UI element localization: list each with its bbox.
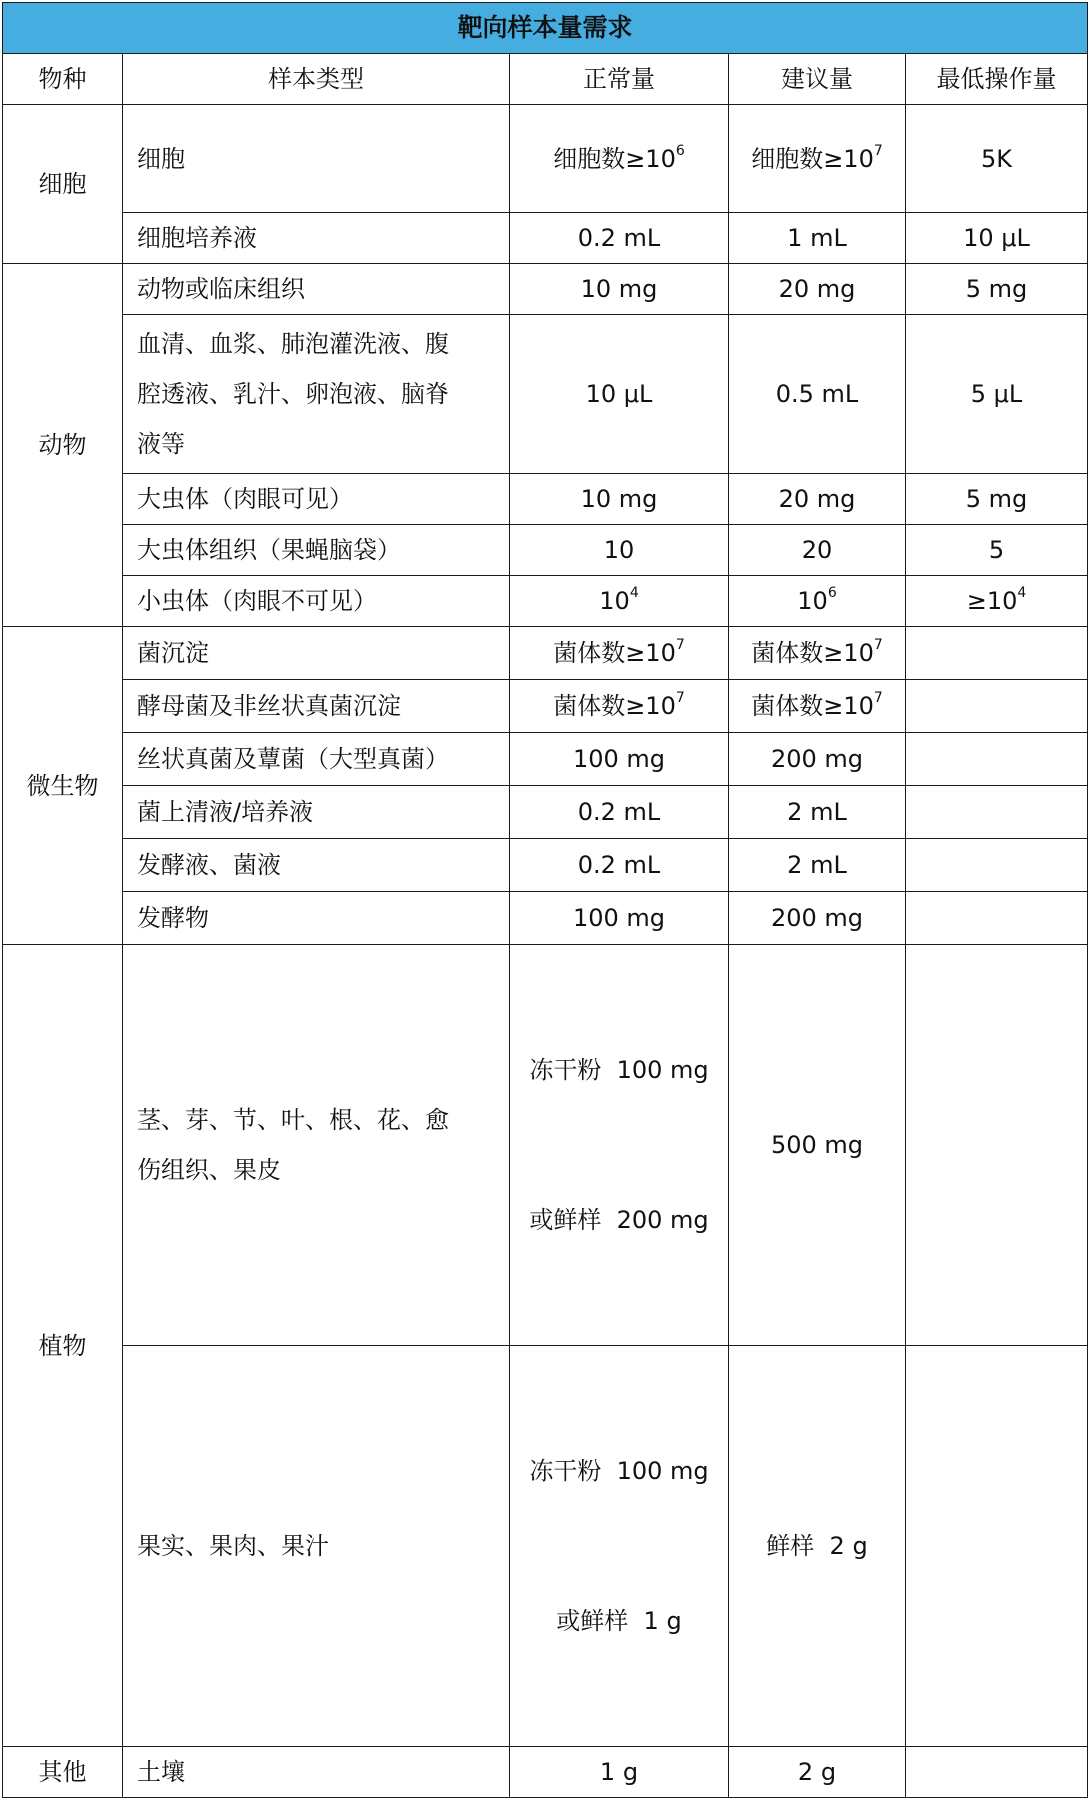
minimum-cell: 5 mg — [906, 264, 1088, 315]
normal-line: 冻干粉 100 mg — [529, 1457, 709, 1485]
normal-line: 冻干粉 100 mg — [529, 1056, 709, 1084]
normal-cell — [510, 680, 729, 733]
header-minimum: 最低操作量 — [906, 54, 1088, 105]
normal-cell — [510, 945, 729, 1346]
normal-cell — [510, 105, 729, 213]
sample-type-line: 腔透液、乳汁、卵泡液、脑脊 — [137, 380, 449, 408]
minimum-cell — [906, 680, 1088, 733]
table-title: 靶向样本量需求 — [3, 3, 1088, 54]
recommended-cell: 200 mg — [729, 733, 906, 786]
sample-type-line: 茎、芽、节、叶、根、花、愈 — [137, 1106, 449, 1134]
recommended-cell — [729, 627, 906, 680]
recommended-cell — [729, 105, 906, 213]
header-sample-type: 样本类型 — [123, 54, 510, 105]
header-row — [3, 54, 1088, 105]
normal-cell: 100 mg — [510, 733, 729, 786]
recommended-cell: 20 mg — [729, 474, 906, 525]
sample-type-cell: 丝状真菌及蕈菌（大型真菌） — [123, 733, 510, 786]
table-row — [3, 474, 1088, 525]
minimum-cell: 5 — [906, 525, 1088, 576]
table-row — [3, 1346, 1088, 1747]
species-cell: 细胞 — [3, 105, 123, 264]
normal-cell: 1 g — [510, 1747, 729, 1798]
sample-type-cell: 发酵物 — [123, 892, 510, 945]
minimum-cell — [906, 627, 1088, 680]
normal-exponent: 4 — [629, 585, 639, 601]
species-cell: 植物 — [3, 945, 123, 1747]
minimum-exponent: 4 — [1017, 585, 1027, 601]
minimum-cell — [906, 839, 1088, 892]
sample-type-cell — [123, 315, 510, 474]
table-row — [3, 1747, 1088, 1798]
recommended-cell: 200 mg — [729, 892, 906, 945]
minimum-cell: 10 μL — [906, 213, 1088, 264]
recommended-cell: 2 g — [729, 1747, 906, 1798]
normal-cell: 100 mg — [510, 892, 729, 945]
sample-type-cell: 菌沉淀 — [123, 627, 510, 680]
recommended-cell — [729, 680, 906, 733]
sample-type-cell: 动物或临床组织 — [123, 264, 510, 315]
recommended-cell: 2 mL — [729, 786, 906, 839]
species-cell: 其他 — [3, 1747, 123, 1798]
sample-type-cell: 酵母菌及非丝状真菌沉淀 — [123, 680, 510, 733]
normal-cell — [510, 627, 729, 680]
minimum-cell — [906, 786, 1088, 839]
header-species: 物种 — [3, 54, 123, 105]
table-row — [3, 733, 1088, 786]
species-cell: 微生物 — [3, 627, 123, 945]
recommended-cell: 0.5 mL — [729, 315, 906, 474]
recommended-exponent: 7 — [873, 690, 883, 706]
recommended-cell: 20 — [729, 525, 906, 576]
title-row — [3, 3, 1088, 54]
minimum-cell — [906, 1747, 1088, 1798]
recommended-cell: 鲜样 2 g — [729, 1346, 906, 1747]
sample-type-cell: 细胞 — [123, 105, 510, 213]
recommended-cell: 1 mL — [729, 213, 906, 264]
recommended-text: 细胞数≥10 — [751, 144, 874, 173]
normal-cell: 0.2 mL — [510, 213, 729, 264]
minimum-cell — [906, 945, 1088, 1346]
sample-requirements-table — [2, 2, 1088, 1798]
table-row — [3, 945, 1088, 1346]
recommended-exponent: 7 — [873, 142, 883, 159]
species-cell: 动物 — [3, 264, 123, 627]
normal-cell — [510, 576, 729, 627]
normal-text: 10 — [599, 587, 630, 615]
sample-type-cell: 土壤 — [123, 1747, 510, 1798]
sample-type-cell: 大虫体组织（果蝇脑袋） — [123, 525, 510, 576]
header-recommended: 建议量 — [729, 54, 906, 105]
recommended-text: 菌体数≥10 — [751, 639, 874, 667]
table-row — [3, 315, 1088, 474]
table-row — [3, 839, 1088, 892]
recommended-text: 菌体数≥10 — [751, 692, 874, 720]
sample-type-line: 伤组织、果皮 — [137, 1156, 281, 1184]
table-row — [3, 525, 1088, 576]
table-row — [3, 892, 1088, 945]
normal-cell: 10 mg — [510, 264, 729, 315]
sample-type-cell: 果实、果肉、果汁 — [123, 1346, 510, 1747]
table-row — [3, 105, 1088, 213]
normal-line: 或鲜样 200 mg — [529, 1206, 709, 1234]
normal-text: 细胞数≥10 — [553, 144, 676, 173]
sample-type-cell: 小虫体（肉眼不可见） — [123, 576, 510, 627]
recommended-cell: 20 mg — [729, 264, 906, 315]
minimum-cell — [906, 892, 1088, 945]
sample-type-cell: 细胞培养液 — [123, 213, 510, 264]
normal-exponent: 7 — [675, 690, 685, 706]
normal-line: 或鲜样 1 g — [556, 1607, 682, 1635]
recommended-exponent: 7 — [873, 637, 883, 653]
minimum-cell: 5 μL — [906, 315, 1088, 474]
normal-exponent: 6 — [675, 142, 685, 159]
normal-cell: 10 μL — [510, 315, 729, 474]
normal-text: 菌体数≥10 — [553, 692, 676, 720]
normal-cell — [510, 1346, 729, 1747]
normal-cell: 10 mg — [510, 474, 729, 525]
sample-type-line: 血清、血浆、肺泡灌洗液、腹 — [137, 330, 449, 358]
sample-type-line: 液等 — [137, 430, 185, 458]
minimum-cell: 5 mg — [906, 474, 1088, 525]
header-normal: 正常量 — [510, 54, 729, 105]
recommended-cell: 2 mL — [729, 839, 906, 892]
minimum-text: ≥10 — [966, 587, 1018, 615]
minimum-cell — [906, 1346, 1088, 1747]
sample-type-cell: 大虫体（肉眼可见） — [123, 474, 510, 525]
table-row — [3, 786, 1088, 839]
table-row — [3, 264, 1088, 315]
table-row — [3, 213, 1088, 264]
minimum-cell — [906, 576, 1088, 627]
sample-type-cell — [123, 945, 510, 1346]
normal-cell: 0.2 mL — [510, 839, 729, 892]
table-row — [3, 680, 1088, 733]
table-row — [3, 576, 1088, 627]
minimum-cell — [906, 733, 1088, 786]
normal-cell: 10 — [510, 525, 729, 576]
normal-exponent: 7 — [675, 637, 685, 653]
sample-type-cell: 发酵液、菌液 — [123, 839, 510, 892]
recommended-text: 10 — [797, 587, 828, 615]
recommended-cell — [729, 576, 906, 627]
recommended-exponent: 6 — [827, 585, 837, 601]
table-row — [3, 627, 1088, 680]
recommended-cell: 500 mg — [729, 945, 906, 1346]
sample-type-cell: 菌上清液/培养液 — [123, 786, 510, 839]
normal-cell: 0.2 mL — [510, 786, 729, 839]
normal-text: 菌体数≥10 — [553, 639, 676, 667]
minimum-cell: 5K — [906, 105, 1088, 213]
